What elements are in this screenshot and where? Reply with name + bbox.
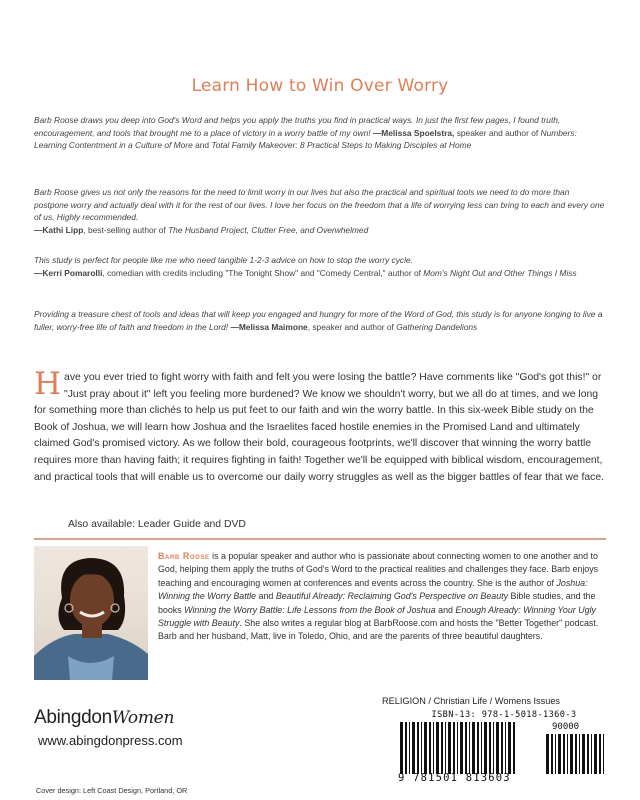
barcode-stripe — [400, 722, 403, 774]
isbn-label: ISBN-13: 978-1-5018-1360-3 — [431, 710, 577, 720]
price-code: 90000 — [552, 722, 580, 732]
barcode-stripe — [465, 722, 467, 774]
endorser-book: Mom's Night Out and Other Things I Miss — [423, 267, 577, 278]
endorser-credit: , comedian with credits including "The Tonight Show" and "Comedy Central," author of — [102, 267, 424, 278]
endorsement — [34, 254, 606, 279]
barcode-stripe — [448, 722, 451, 774]
barcode-stripe — [603, 734, 604, 774]
endorser-name: —Kathi Lipp — [34, 224, 84, 235]
endorser-book: Numbers: Learning Contentment in a Culture of More — [34, 127, 577, 151]
barcode-stripe — [429, 722, 431, 774]
barcode-stripe — [405, 722, 407, 774]
barcode-stripe — [460, 722, 463, 774]
endorser-credit: , best-selling author of — [83, 224, 169, 235]
barcode-stripe — [563, 734, 565, 774]
barcode-stripe — [551, 734, 553, 774]
endorser-credit: speaker and author of — [454, 127, 541, 138]
barcode-stripe — [441, 722, 443, 774]
endorsement: Barb Roose draws you deep into God's Word and helps you apply the truths you find in practical ways. In just the first few pages, I found truth, encouragement, and tools that brought me to a place of victory in a worry battle of my own! —Melissa Spoelstra, speaker and author of Numbers: Learning Contentment in a Culture of More and Total Family Makeover: 8 Practical Steps to Making Disciples at Home — [34, 115, 577, 151]
barcode-stripe — [513, 722, 515, 774]
barcode-stripe — [453, 722, 455, 774]
barcode-stripe — [481, 722, 482, 774]
barcode-stripe — [570, 734, 573, 774]
endorser-book: Total Family Makeover: 8 Practical Steps to Making Disciples at Home — [211, 140, 472, 151]
barcode-stripe — [424, 722, 427, 774]
barcode-stripe — [445, 722, 446, 774]
barcode-stripe — [579, 734, 580, 774]
endorser-book: The Husband Project, Clutter Free, and Overwhelmed — [168, 224, 369, 235]
barcode-stripe — [493, 722, 494, 774]
description-text: ave you ever tried to fight worry with faith and felt you were losing the battle? Have comments like "God's got this!" or "Just pray about it" left you feeling more burdened? We know we shouldn't worry, but we all do at times, and we long for something more than clichés to help us put feet to our faith and win the worry battle. In this six-week Bible study on the Book of Joshua, we will learn how Joshua and the Israelites faced hostile enemies in the Promised Land and ultimately claimed God's promised victory. As we follow their bold, courageous footprints, we'll discover that winning the worry battle requires more than having faith; it requires fighting in faith! Together we'll be equipped with biblical wisdom, encouragement, and practical tools that will enable us to overcome our daily worry struggles as well as the bigger battles of fear that we face. — [34, 372, 605, 483]
barcode-digits: 9 781501 813603 — [398, 772, 511, 784]
barcode-stripe — [457, 722, 458, 774]
barcode-stripe — [567, 734, 568, 774]
endorser-credit: , speaker and author of — [307, 321, 397, 332]
subject-category: RELIGION / Christian Life / Womens Issues — [382, 696, 561, 706]
author-portrait-icon — [34, 546, 148, 680]
also-available: Also available: Leader Guide and DVD — [68, 519, 246, 530]
barcode — [396, 710, 612, 786]
barcode-stripe — [599, 734, 601, 774]
barcode-stripe — [575, 734, 577, 774]
endorser-name: —Melissa Maimone — [230, 321, 308, 332]
author-name: Barb Roose — [158, 551, 210, 561]
drop-cap: H — [34, 366, 62, 402]
barcode-stripe — [472, 722, 475, 774]
barcode-stripe — [409, 722, 410, 774]
barcode-stripe — [477, 722, 479, 774]
endorsement-quote: This study is perfect for people like me who need tangible 1-2-3 advice on how to stop the worry cycle. — [34, 255, 413, 265]
barcode-stripe — [591, 734, 592, 774]
endorsement-quote: Barb Roose gives us not only the reasons for the need to limit worry in our lives but also the practical and spiritual tools we need to do more than postpone worry and actually deal with it for the rest of our lives. I love her focus on the freedom that a life of worrying less can bring to each and every one of us. Highly recommended. — [34, 187, 605, 223]
barcode-stripe — [505, 722, 506, 774]
endorser-name: —Kerri Pomarolli — [34, 267, 103, 278]
barcode-stripe — [496, 722, 499, 774]
endorsement-quote: Providing a treasure chest of tools and ideas that will keep you engaged and hungry for more of the Word of God, this study is for anyone longing to live a fuller, worry-free life of faith and freedom in the Lord! — [34, 309, 603, 332]
barcode-stripe — [436, 722, 439, 774]
barcode-stripe — [489, 722, 491, 774]
endorsement — [34, 186, 606, 236]
endorsement-quote: Barb Roose draws you deep into God's Word and helps you apply the truths you find in practical ways. In just the first few pages, I found truth, encouragement, and tools that brought me to a place of victory in a worry battle of my own! — [34, 115, 561, 138]
barcode-stripe — [417, 722, 419, 774]
book-description — [34, 366, 608, 486]
barcode-stripe — [555, 734, 556, 774]
endorser-book: Gathering Dandelions — [396, 321, 478, 332]
barcode-stripe — [501, 722, 503, 774]
barcode-stripe — [469, 722, 470, 774]
barcode-stripe — [587, 734, 589, 774]
author-bio: Barb Roose is a popular speaker and author who is passionate about connecting women to one another and to God, helping them apply the truths of God's Word to the practical realities and challenges they face. Barb enjoys teaching and encouraging women at conferences and events across the country. She is the author of Joshua: Winning the Worry Battle and Beautiful Already: Reclaiming God's Perspective on Beauty Bible studies, and the books Winning the Worry Battle: Life Lessons from the Book of Joshua and Enough Already: Winning Your Ugly Struggle with Beauty. She also writes a regular blog at BarbRoose.com and hosts the "Better Together" podcast. Barb and her husband, Matt, live in Toledo, Ohio, and are the parents of three beautiful daughters. — [158, 551, 599, 642]
endorser-name: —Melissa Spoelstra, — [372, 127, 455, 138]
divider — [34, 538, 606, 540]
barcode-stripe — [484, 722, 487, 774]
cover-credit: Cover design: Left Coast Design, Portland, OR — [36, 786, 188, 795]
barcode-stripe — [421, 722, 422, 774]
barcode-stripe — [558, 734, 561, 774]
endorsement — [34, 308, 606, 333]
page-title: Learn How to Win Over Worry — [191, 76, 449, 96]
ean-barcode-icon — [400, 722, 518, 774]
barcode-stripe — [582, 734, 585, 774]
barcode-stripe — [508, 722, 511, 774]
barcode-stripe — [594, 734, 597, 774]
barcode-stripe — [412, 722, 415, 774]
publisher-logo: AbingdonWomen — [34, 707, 175, 728]
barcode-stripe — [433, 722, 434, 774]
price-barcode-icon — [546, 734, 606, 774]
author-photo — [34, 546, 148, 680]
publisher-website: www.abingdonpress.com — [38, 733, 183, 748]
barcode-stripe — [546, 734, 549, 774]
